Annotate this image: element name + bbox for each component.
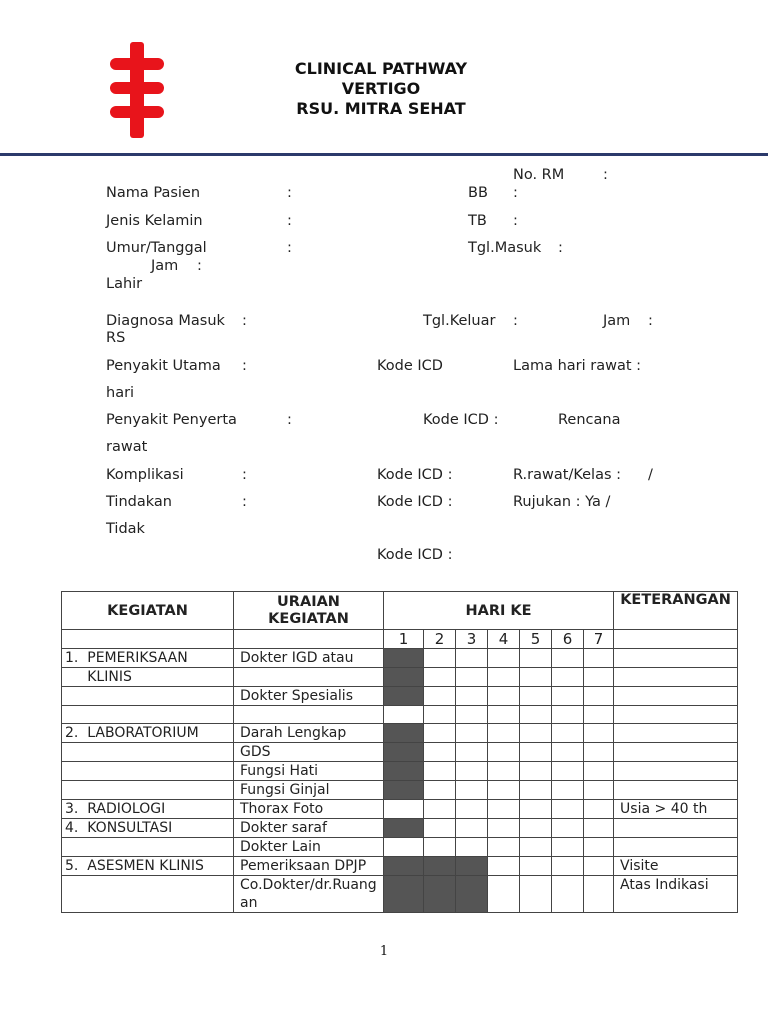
tb-label: TB bbox=[468, 213, 487, 229]
day-cell bbox=[520, 762, 552, 781]
hospital-logo bbox=[108, 42, 166, 138]
day-cell bbox=[552, 857, 584, 876]
uraian-cell: Darah Lengkap bbox=[234, 724, 384, 743]
day-cell bbox=[488, 819, 520, 838]
day-cell bbox=[552, 687, 584, 706]
day-cell bbox=[424, 762, 456, 781]
day-cell bbox=[456, 838, 488, 857]
day-cell bbox=[488, 857, 520, 876]
kegiatan-cell bbox=[62, 838, 234, 857]
kode-icd-komplikasi-label: Kode ICD : bbox=[377, 467, 453, 483]
header-divider bbox=[0, 153, 768, 156]
day-cell bbox=[584, 724, 614, 743]
day-cell bbox=[488, 706, 520, 724]
day-cell bbox=[424, 649, 456, 668]
uraian-cell: Thorax Foto bbox=[234, 800, 384, 819]
keterangan-cell bbox=[614, 687, 738, 706]
day-cell bbox=[584, 649, 614, 668]
table-row bbox=[62, 668, 738, 687]
day-cell bbox=[456, 649, 488, 668]
tgl-keluar-colon: : bbox=[513, 313, 518, 329]
day-cell bbox=[384, 743, 424, 762]
day-cell bbox=[384, 781, 424, 800]
day-cell bbox=[584, 876, 614, 913]
rs-label: RS bbox=[106, 330, 126, 346]
day-cell bbox=[584, 781, 614, 800]
day-cell bbox=[456, 668, 488, 687]
kegiatan-cell bbox=[62, 743, 234, 762]
uraian-cell: Co.Dokter/dr.Ruangan bbox=[234, 876, 384, 913]
day-cell bbox=[552, 668, 584, 687]
day-cell bbox=[384, 876, 424, 913]
day-cell bbox=[520, 649, 552, 668]
hospital-name: RSU. MITRA SEHAT bbox=[296, 99, 466, 118]
kegiatan-cell bbox=[62, 706, 234, 724]
document-subtitle: VERTIGO bbox=[341, 79, 421, 98]
day-cell bbox=[456, 857, 488, 876]
day-cell bbox=[384, 706, 424, 724]
day-cell bbox=[552, 743, 584, 762]
table-row bbox=[62, 743, 738, 762]
day-number: 4 bbox=[488, 630, 520, 649]
day-cell bbox=[456, 781, 488, 800]
day-cell bbox=[520, 876, 552, 913]
kode-icd-extra-label: Kode ICD : bbox=[377, 547, 453, 563]
day-cell bbox=[520, 819, 552, 838]
table-row bbox=[62, 781, 738, 800]
bb-label: BB bbox=[468, 185, 488, 201]
day-cell bbox=[424, 743, 456, 762]
day-number: 6 bbox=[552, 630, 584, 649]
tindakan-label: Tindakan bbox=[106, 494, 172, 510]
day-cell bbox=[424, 706, 456, 724]
table-row bbox=[62, 706, 738, 724]
table-row bbox=[62, 838, 738, 857]
komplikasi-colon: : bbox=[242, 467, 247, 483]
keterangan-cell: Atas Indikasi bbox=[614, 876, 738, 913]
day-number: 2 bbox=[424, 630, 456, 649]
umur-tanggal-label: Umur/Tanggal bbox=[106, 240, 207, 256]
diagnosa-masuk-colon: : bbox=[242, 313, 247, 329]
rawat-label: rawat bbox=[106, 439, 148, 455]
day-cell bbox=[384, 724, 424, 743]
day-cell bbox=[488, 762, 520, 781]
day-cell bbox=[584, 743, 614, 762]
ruang-rawat-kelas-label: R.rawat/Kelas : bbox=[513, 467, 621, 483]
tb-colon: : bbox=[513, 213, 518, 229]
jenis-kelamin-colon: : bbox=[287, 213, 292, 229]
diagnosa-masuk-label: Diagnosa Masuk bbox=[106, 313, 225, 329]
day-cell bbox=[456, 743, 488, 762]
day-cell bbox=[520, 724, 552, 743]
uraian-cell bbox=[234, 668, 384, 687]
nama-pasien-colon: : bbox=[287, 185, 292, 201]
empty-cell bbox=[614, 630, 738, 649]
empty-cell bbox=[234, 630, 384, 649]
kegiatan-cell: 5. ASESMEN KLINIS bbox=[62, 857, 234, 876]
day-cell bbox=[424, 724, 456, 743]
header-kegiatan: KEGIATAN bbox=[62, 592, 234, 630]
day-cell bbox=[488, 876, 520, 913]
day-cell bbox=[552, 781, 584, 800]
kegiatan-cell: 1. PEMERIKSAAN bbox=[62, 649, 234, 668]
day-cell bbox=[488, 743, 520, 762]
day-cell bbox=[384, 800, 424, 819]
day-cell bbox=[384, 819, 424, 838]
day-cell bbox=[424, 876, 456, 913]
day-cell bbox=[456, 819, 488, 838]
table-row bbox=[62, 857, 738, 876]
lama-hari-rawat-label: Lama hari rawat : bbox=[513, 358, 642, 374]
uraian-cell: Dokter IGD atau bbox=[234, 649, 384, 668]
uraian-cell bbox=[234, 706, 384, 724]
no-rm-colon: : bbox=[603, 167, 608, 183]
day-cell bbox=[488, 668, 520, 687]
penyakit-utama-colon: : bbox=[242, 358, 247, 374]
nama-pasien-label: Nama Pasien bbox=[106, 185, 201, 201]
tidak-label: Tidak bbox=[106, 521, 145, 537]
rencana-label: Rencana bbox=[558, 412, 621, 428]
uraian-cell: Dokter Lain bbox=[234, 838, 384, 857]
uraian-cell: Dokter Spesialis bbox=[234, 687, 384, 706]
kode-icd-utama-label: Kode ICD bbox=[377, 358, 443, 374]
tindakan-colon: : bbox=[242, 494, 247, 510]
kegiatan-cell bbox=[62, 876, 234, 913]
komplikasi-label: Komplikasi bbox=[106, 467, 184, 483]
day-cell bbox=[488, 649, 520, 668]
table-row bbox=[62, 819, 738, 838]
document-title: CLINICAL PATHWAY bbox=[294, 59, 468, 78]
kode-icd-tindakan-label: Kode ICD : bbox=[377, 494, 453, 510]
table-row bbox=[62, 649, 738, 668]
day-cell bbox=[584, 687, 614, 706]
day-cell bbox=[584, 800, 614, 819]
day-cell bbox=[520, 743, 552, 762]
day-cell bbox=[384, 857, 424, 876]
table-row bbox=[62, 876, 738, 913]
hari-label: hari bbox=[106, 385, 135, 401]
day-cell bbox=[456, 687, 488, 706]
keterangan-cell: Usia > 40 th bbox=[614, 800, 738, 819]
keterangan-cell bbox=[614, 724, 738, 743]
kelas-slash: / bbox=[648, 467, 653, 483]
day-cell bbox=[552, 838, 584, 857]
uraian-cell: Fungsi Ginjal bbox=[234, 781, 384, 800]
day-cell bbox=[456, 724, 488, 743]
jam-masuk-colon: : bbox=[197, 258, 202, 274]
bb-colon: : bbox=[513, 185, 518, 201]
day-cell bbox=[488, 781, 520, 800]
penyakit-utama-label: Penyakit Utama bbox=[106, 358, 221, 374]
day-cell bbox=[584, 857, 614, 876]
uraian-cell: Dokter saraf bbox=[234, 819, 384, 838]
day-cell bbox=[384, 687, 424, 706]
keterangan-cell bbox=[614, 743, 738, 762]
empty-cell bbox=[62, 630, 234, 649]
kegiatan-cell: 2. LABORATORIUM bbox=[62, 724, 234, 743]
jenis-kelamin-label: Jenis Kelamin bbox=[106, 213, 203, 229]
table-row bbox=[62, 687, 738, 706]
day-cell bbox=[520, 668, 552, 687]
day-cell bbox=[520, 687, 552, 706]
day-cell bbox=[584, 819, 614, 838]
keterangan-cell bbox=[614, 706, 738, 724]
uraian-cell: GDS bbox=[234, 743, 384, 762]
day-number: 1 bbox=[384, 630, 424, 649]
day-cell bbox=[424, 819, 456, 838]
day-cell bbox=[384, 649, 424, 668]
day-cell bbox=[584, 762, 614, 781]
day-cell bbox=[456, 706, 488, 724]
day-cell bbox=[424, 857, 456, 876]
tgl-keluar-label: Tgl.Keluar bbox=[423, 313, 496, 329]
kegiatan-cell bbox=[62, 781, 234, 800]
penyakit-penyerta-colon: : bbox=[287, 412, 292, 428]
kegiatan-cell bbox=[62, 762, 234, 781]
day-cell bbox=[424, 838, 456, 857]
keterangan-cell bbox=[614, 762, 738, 781]
day-cell bbox=[456, 800, 488, 819]
day-cell bbox=[584, 706, 614, 724]
header-keterangan: KETERANGAN bbox=[614, 592, 738, 630]
day-cell bbox=[488, 800, 520, 819]
day-cell bbox=[424, 800, 456, 819]
penyakit-penyerta-label: Penyakit Penyerta bbox=[106, 412, 237, 428]
day-cell bbox=[488, 687, 520, 706]
kegiatan-cell: 4. KONSULTASI bbox=[62, 819, 234, 838]
day-cell bbox=[552, 819, 584, 838]
keterangan-cell bbox=[614, 819, 738, 838]
uraian-cell: Pemeriksaan DPJP bbox=[234, 857, 384, 876]
keterangan-cell bbox=[614, 668, 738, 687]
keterangan-cell bbox=[614, 649, 738, 668]
umur-tanggal-colon: : bbox=[287, 240, 292, 256]
day-cell bbox=[424, 781, 456, 800]
lahir-label: Lahir bbox=[106, 276, 143, 292]
kegiatan-cell bbox=[62, 687, 234, 706]
table-row bbox=[62, 724, 738, 743]
day-cell bbox=[520, 781, 552, 800]
header-uraian-kegiatan: URAIAN KEGIATAN bbox=[234, 592, 384, 630]
day-cell bbox=[520, 857, 552, 876]
table-row bbox=[62, 800, 738, 819]
day-cell bbox=[552, 649, 584, 668]
day-number: 7 bbox=[584, 630, 614, 649]
day-cell bbox=[552, 876, 584, 913]
jam-keluar-colon: : bbox=[648, 313, 653, 329]
tgl-masuk-label: Tgl.Masuk bbox=[468, 240, 542, 256]
day-cell bbox=[456, 876, 488, 913]
day-cell bbox=[552, 706, 584, 724]
table-row bbox=[62, 762, 738, 781]
kegiatan-cell: 3. RADIOLOGI bbox=[62, 800, 234, 819]
no-rm-label: No. RM bbox=[513, 167, 565, 183]
day-cell bbox=[384, 762, 424, 781]
day-number: 3 bbox=[456, 630, 488, 649]
day-cell bbox=[552, 724, 584, 743]
jam-keluar-label: Jam bbox=[603, 313, 631, 329]
clinical-pathway-table bbox=[61, 591, 738, 913]
header-hari-ke: HARI KE bbox=[384, 592, 614, 630]
day-cell bbox=[424, 668, 456, 687]
page-number: 1 bbox=[379, 944, 389, 959]
day-cell bbox=[552, 762, 584, 781]
keterangan-cell: Visite bbox=[614, 857, 738, 876]
day-cell bbox=[520, 800, 552, 819]
tgl-masuk-colon: : bbox=[558, 240, 563, 256]
kegiatan-cell: KLINIS bbox=[62, 668, 234, 687]
day-cell bbox=[488, 838, 520, 857]
keterangan-cell bbox=[614, 781, 738, 800]
day-cell bbox=[584, 668, 614, 687]
day-cell bbox=[584, 838, 614, 857]
day-cell bbox=[520, 706, 552, 724]
day-cell bbox=[456, 762, 488, 781]
kode-icd-penyerta-label: Kode ICD : bbox=[423, 412, 499, 428]
rujukan-label: Rujukan : Ya / bbox=[513, 494, 611, 510]
jam-masuk-label: Jam bbox=[151, 258, 179, 274]
day-cell bbox=[384, 668, 424, 687]
day-cell bbox=[424, 687, 456, 706]
day-cell bbox=[552, 800, 584, 819]
day-cell bbox=[384, 838, 424, 857]
uraian-cell: Fungsi Hati bbox=[234, 762, 384, 781]
day-cell bbox=[488, 724, 520, 743]
day-number: 5 bbox=[520, 630, 552, 649]
day-cell bbox=[520, 838, 552, 857]
keterangan-cell bbox=[614, 838, 738, 857]
